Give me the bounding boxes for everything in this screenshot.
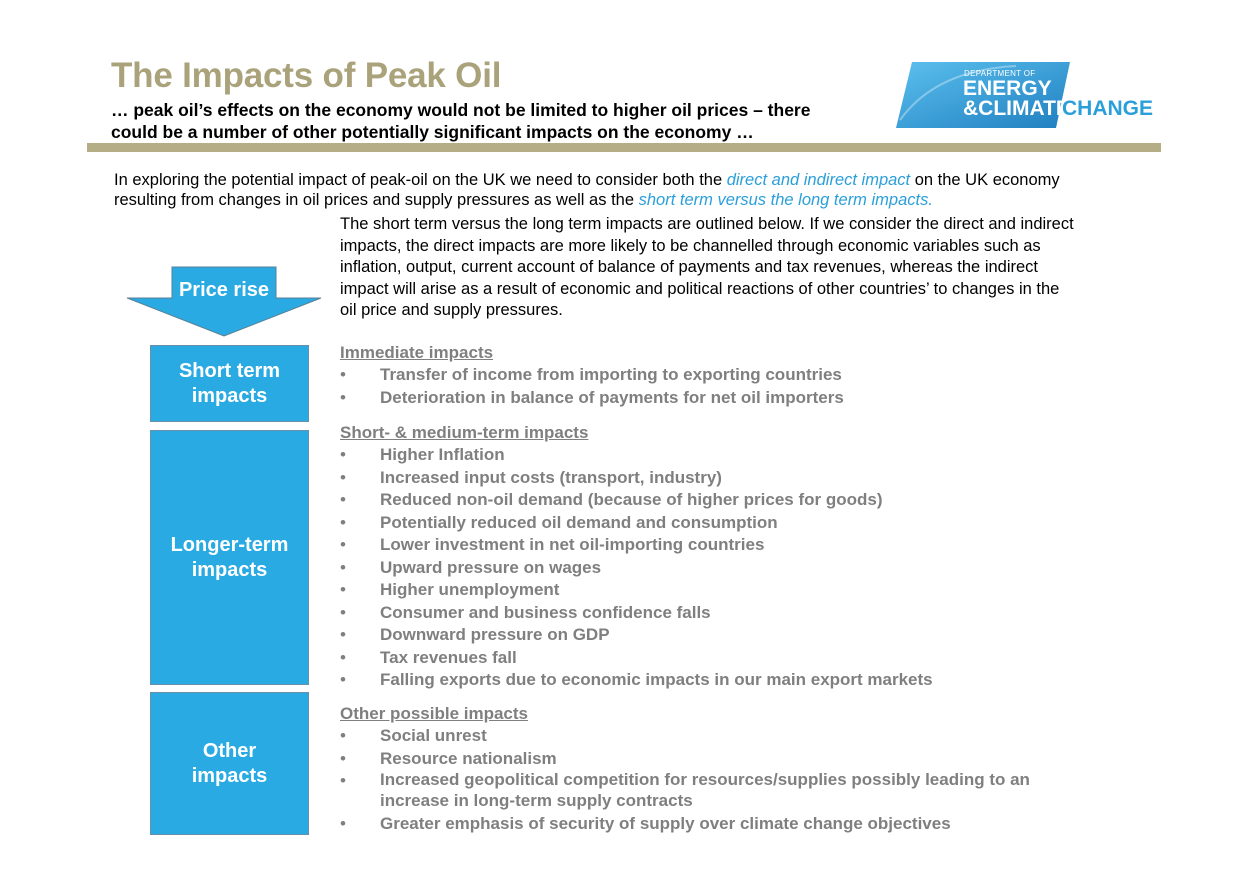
list-item bbox=[340, 669, 933, 692]
section-heading: Short- & medium-term impacts bbox=[340, 423, 589, 442]
bullet-icon: • bbox=[340, 771, 346, 790]
list-item-text: Downward pressure on GDP bbox=[380, 625, 610, 644]
bullet-icon: • bbox=[340, 625, 346, 644]
explanation-paragraph bbox=[340, 214, 1140, 322]
list-item bbox=[340, 647, 933, 670]
list-item-text: Social unrest bbox=[380, 726, 487, 745]
bullet-icon: • bbox=[340, 602, 346, 622]
logo-climate-text: &CLIMATE bbox=[963, 97, 1070, 120]
bullet-icon: • bbox=[340, 512, 346, 532]
section-heading: Other possible impacts bbox=[340, 704, 528, 723]
list-item bbox=[340, 467, 933, 490]
list-item bbox=[340, 725, 1100, 748]
list-item-text: Tax revenues fall bbox=[380, 647, 517, 667]
list-item bbox=[340, 444, 933, 467]
list-item-text: Resource nationalism bbox=[380, 748, 557, 768]
bullet-icon: • bbox=[340, 580, 346, 599]
box-label: Longer-term bbox=[170, 533, 289, 556]
bullet-icon: • bbox=[340, 490, 346, 509]
logo-change-text: CHANGE bbox=[1062, 97, 1154, 120]
box-label: Other bbox=[202, 739, 257, 762]
list-item-text: Lower investment in net oil-importing countries bbox=[380, 535, 765, 554]
list-item-text: Higher Inflation bbox=[380, 445, 505, 464]
list-item bbox=[340, 579, 933, 602]
intro-text-part: In exploring the potential impact of peak-oil on the UK we need to consider both the bbox=[114, 171, 727, 189]
bullet-icon: • bbox=[340, 670, 346, 689]
decc-logo bbox=[896, 60, 1154, 130]
box-label: impacts bbox=[191, 764, 268, 787]
intro-text bbox=[114, 170, 1154, 210]
short-term-impacts-box bbox=[150, 345, 309, 422]
bullet-icon: • bbox=[340, 467, 346, 487]
section-heading: Immediate impacts bbox=[340, 343, 494, 362]
other-possible-impacts-section bbox=[340, 703, 1100, 836]
page-subtitle bbox=[111, 99, 851, 143]
intro-highlight: direct and indirect impact bbox=[726, 171, 911, 189]
intro-highlight: short term versus the long term impacts. bbox=[638, 191, 933, 209]
intro-text-part: on the UK economy bbox=[910, 171, 1060, 189]
list-item bbox=[340, 602, 933, 625]
price-rise-arrow-icon bbox=[126, 266, 322, 338]
list-item-text: Higher unemployment bbox=[380, 580, 560, 599]
list-item-text: Greater emphasis of security of supply over climate change objectives bbox=[380, 814, 951, 833]
list-item bbox=[340, 624, 933, 647]
paragraph-line: The short term versus the long term impacts are outlined below. If we consider the direct and indirect bbox=[340, 215, 1074, 233]
paragraph-line: impact will arise as a result of economic and political reactions of other countries’ to changes in the bbox=[340, 279, 1060, 298]
logo-department-text: DEPARTMENT OF bbox=[964, 69, 1036, 78]
bullet-icon: • bbox=[340, 535, 346, 554]
list-item-text: Reduced non-oil demand (because of higher prices for goods) bbox=[380, 490, 883, 509]
subtitle-line: could be a number of other potentially significant impacts on the economy … bbox=[111, 122, 754, 142]
intro-text-part: resulting from changes in oil prices and supply pressures as well as the bbox=[114, 191, 639, 209]
box-label: Short term bbox=[178, 359, 281, 382]
box-label: impacts bbox=[191, 558, 268, 581]
short-medium-term-section bbox=[340, 422, 933, 692]
bullet-icon: • bbox=[340, 365, 346, 384]
list-item-text: Upward pressure on wages bbox=[380, 557, 602, 577]
bullet-icon: • bbox=[340, 726, 346, 745]
bullet-icon: • bbox=[340, 748, 346, 768]
list-item-text: Consumer and business confidence falls bbox=[380, 602, 711, 622]
page-title: The Impacts of Peak Oil bbox=[111, 56, 502, 95]
impact-list bbox=[340, 725, 1100, 836]
intro-line-1 bbox=[114, 170, 1154, 190]
bullet-icon: • bbox=[340, 387, 346, 407]
list-item bbox=[340, 512, 933, 535]
bullet-icon: • bbox=[340, 445, 346, 464]
list-item-text: Falling exports due to economic impacts in our main export markets bbox=[380, 670, 933, 689]
paragraph-line: inflation, output, current account of balance of payments and tax revenues, whereas the indirect bbox=[340, 258, 1039, 276]
subtitle-line: … peak oil’s effects on the economy would not be limited to higher oil prices – there bbox=[111, 100, 811, 120]
list-item bbox=[340, 364, 844, 387]
list-item bbox=[340, 813, 1100, 836]
intro-line-2 bbox=[114, 190, 1154, 210]
list-item bbox=[340, 387, 844, 410]
list-item-text: Transfer of income from importing to exporting countries bbox=[380, 365, 842, 384]
immediate-impacts-section bbox=[340, 342, 844, 409]
list-item-text: Deterioration in balance of payments for net oil importers bbox=[380, 387, 844, 407]
paragraph-line: impacts, the direct impacts are more likely to be channelled through economic variables such as bbox=[340, 236, 1041, 255]
impact-list bbox=[340, 364, 844, 409]
longer-term-impacts-box bbox=[150, 430, 309, 685]
bullet-icon: • bbox=[340, 814, 346, 833]
list-item bbox=[340, 748, 1100, 771]
header-divider bbox=[87, 143, 1161, 152]
impact-list bbox=[340, 444, 933, 692]
list-item-text: Increased geopolitical competition for resources/supplies possibly leading to an increase in long-term supply contracts bbox=[380, 770, 1030, 810]
logo-energy-text: ENERGY bbox=[963, 77, 1052, 100]
list-item bbox=[340, 557, 933, 580]
list-item bbox=[340, 489, 933, 512]
bullet-icon: • bbox=[340, 647, 346, 667]
list-item-text: Increased input costs (transport, industry) bbox=[380, 467, 722, 487]
bullet-icon: • bbox=[340, 557, 346, 577]
price-rise-label: Price rise bbox=[178, 279, 270, 301]
list-item bbox=[340, 534, 933, 557]
list-item-text: Potentially reduced oil demand and consumption bbox=[380, 512, 778, 532]
other-impacts-box bbox=[150, 692, 309, 835]
list-item bbox=[340, 770, 1100, 811]
paragraph-line: oil price and supply pressures. bbox=[340, 301, 563, 319]
box-label: impacts bbox=[191, 384, 268, 407]
